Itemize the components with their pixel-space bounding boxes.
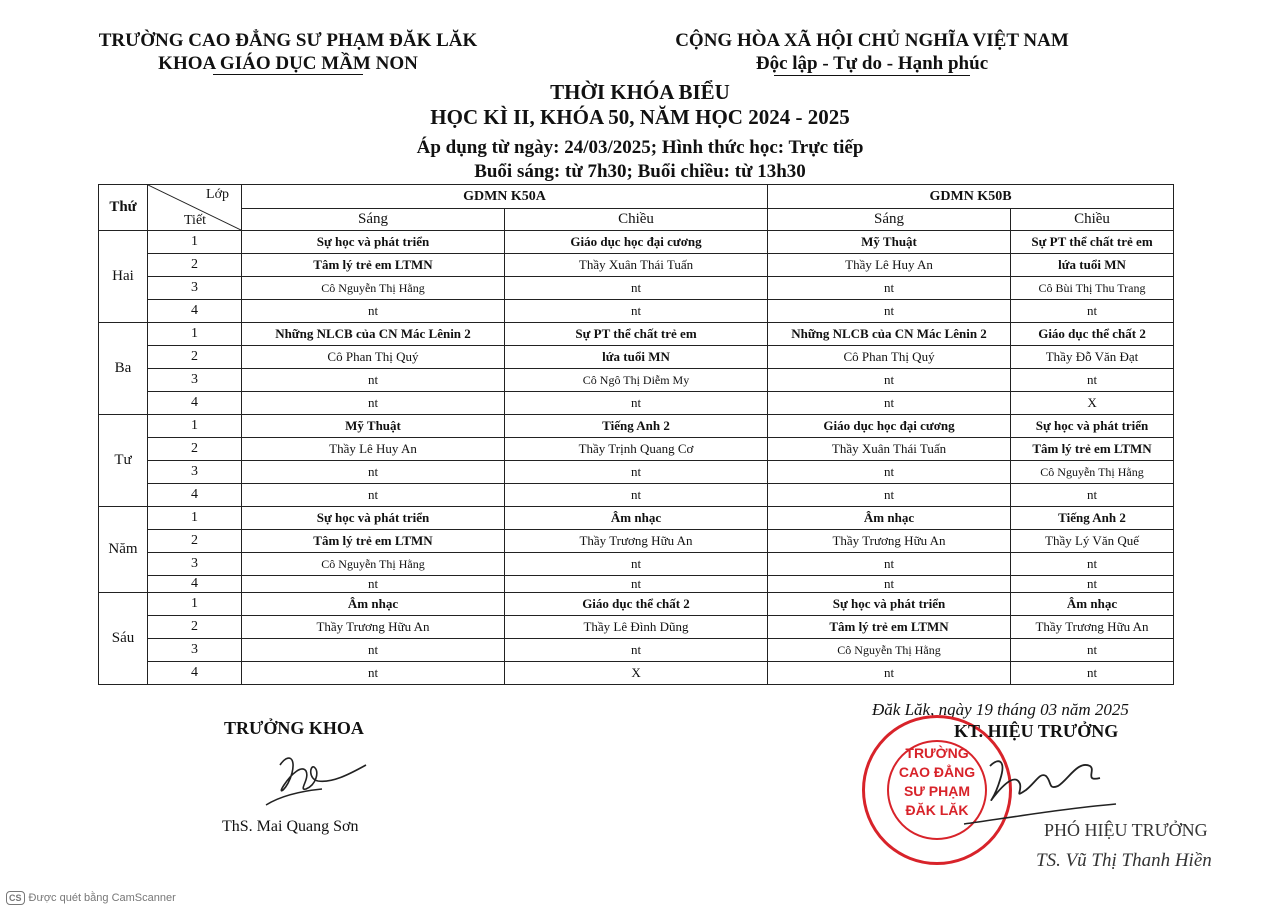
period-cell: 4 <box>148 662 242 685</box>
schedule-cell: nt <box>242 639 505 662</box>
schedule-cell: Thầy Lê Huy An <box>768 254 1011 277</box>
schedule-cell: Thầy Trương Hữu An <box>1011 616 1174 639</box>
sign-date: Đăk Lăk, ngày 19 tháng 03 năm 2025 <box>872 700 1129 719</box>
schedule-cell: nt <box>1011 662 1174 685</box>
period-cell: 3 <box>148 461 242 484</box>
table-row <box>99 346 1174 369</box>
doc-title: THỜI KHÓA BIỂU <box>550 80 730 104</box>
table-row <box>99 300 1174 323</box>
camscanner-watermark <box>6 891 176 905</box>
principal-subtitle: PHÓ HIỆU TRƯỞNG <box>1044 820 1208 840</box>
schedule-cell: Cô Ngô Thị Diễm My <box>505 369 768 392</box>
schedule-cell: X <box>505 662 768 685</box>
schedule-cell: nt <box>242 392 505 415</box>
period-cell: 2 <box>148 438 242 461</box>
period-cell: 3 <box>148 277 242 300</box>
doc-subtitle: HỌC KÌ II, KHÓA 50, NĂM HỌC 2024 - 2025 <box>430 105 850 129</box>
schedule-cell: Giáo dục thể chất 2 <box>505 593 768 616</box>
schedule-cell: nt <box>505 277 768 300</box>
seal-text-line: TRƯỜNG <box>905 745 969 761</box>
schedule-cell: nt <box>1011 553 1174 576</box>
schedule-cell: Thầy Lê Đình Dũng <box>505 616 768 639</box>
schedule-cell: Mỹ Thuật <box>768 231 1011 254</box>
period-cell: 2 <box>148 254 242 277</box>
schedule-cell: Sự học và phát triển <box>242 231 505 254</box>
schedule-cell: nt <box>242 662 505 685</box>
header-b-chieu: Chiều <box>1011 209 1174 231</box>
schedule-cell: Tâm lý trẻ em LTMN <box>242 530 505 553</box>
schedule-cell: nt <box>768 300 1011 323</box>
schedule-cell: Tâm lý trẻ em LTMN <box>1011 438 1174 461</box>
schedule-cell: Thầy Trương Hữu An <box>768 530 1011 553</box>
schedule-cell: nt <box>1011 369 1174 392</box>
day-cell: Sáu <box>99 593 148 685</box>
schedule-cell: Cô Nguyễn Thị Hằng <box>768 639 1011 662</box>
schedule-cell: Sự học và phát triển <box>242 507 505 530</box>
schedule-cell: Thầy Xuân Thái Tuấn <box>768 438 1011 461</box>
schedule-cell: nt <box>505 484 768 507</box>
table-row <box>99 576 1174 593</box>
schedule-cell: Cô Nguyễn Thị Hằng <box>242 277 505 300</box>
header-thu: Thứ <box>99 185 148 231</box>
day-cell: Ba <box>99 323 148 415</box>
schedule-cell: Giáo dục học đại cương <box>505 231 768 254</box>
schedule-cell: nt <box>768 277 1011 300</box>
schedule-cell: Tiếng Anh 2 <box>505 415 768 438</box>
schedule-cell: Giáo dục học đại cương <box>768 415 1011 438</box>
header-class-b: GDMN K50B <box>768 185 1174 209</box>
period-cell: 3 <box>148 369 242 392</box>
table-row <box>99 662 1174 685</box>
table-row <box>99 639 1174 662</box>
faculty-underline <box>213 74 363 75</box>
schedule-cell: Sự PT thể chất trẻ em <box>1011 231 1174 254</box>
apply-date-line: Áp dụng từ ngày: 24/03/2025; Hình thức học: Trực tiếp <box>416 137 864 158</box>
schedule-cell: lứa tuổi MN <box>1011 254 1174 277</box>
school-header <box>88 29 488 75</box>
table-row <box>99 553 1174 576</box>
schedule-cell: nt <box>1011 639 1174 662</box>
camscanner-logo-icon: CS <box>6 891 25 905</box>
dean-signature <box>262 745 372 815</box>
table-row <box>99 323 1174 346</box>
schedule-cell: Thầy Lý Văn Quế <box>1011 530 1174 553</box>
schedule-cell: Mỹ Thuật <box>242 415 505 438</box>
table-row <box>99 616 1174 639</box>
seal-text-line: ĐĂK LĂK <box>905 802 969 818</box>
table-row <box>99 415 1174 438</box>
schedule-cell: nt <box>242 461 505 484</box>
schedule-cell: Thầy Xuân Thái Tuấn <box>505 254 768 277</box>
schedule-cell: Sự học và phát triển <box>768 593 1011 616</box>
principal-title: KT. HIỆU TRƯỞNG <box>954 721 1119 741</box>
table-row <box>99 392 1174 415</box>
table-row <box>99 484 1174 507</box>
schedule-cell: nt <box>768 576 1011 593</box>
schedule-cell: X <box>1011 392 1174 415</box>
national-motto: Độc lập - Tự do - Hạnh phúc <box>755 53 989 74</box>
schedule-cell: Sự học và phát triển <box>1011 415 1174 438</box>
period-cell: 3 <box>148 553 242 576</box>
dean-title: TRƯỞNG KHOA <box>224 718 364 738</box>
period-cell: 2 <box>148 346 242 369</box>
schedule-cell: Cô Phan Thị Quý <box>768 346 1011 369</box>
dean-name: ThS. Mai Quang Sơn <box>222 818 359 835</box>
schedule-cell: nt <box>505 639 768 662</box>
schedule-cell: nt <box>768 461 1011 484</box>
header-lop: Lớp <box>206 187 229 202</box>
schedule-cell: nt <box>768 484 1011 507</box>
table-row <box>99 507 1174 530</box>
schedule-cell: Âm nhạc <box>1011 593 1174 616</box>
schedule-cell: nt <box>505 392 768 415</box>
schedule-cell: Cô Nguyễn Thị Hằng <box>1011 461 1174 484</box>
schedule-cell: Âm nhạc <box>768 507 1011 530</box>
schedule-cell: nt <box>505 553 768 576</box>
session-time-line: Buổi sáng: từ 7h30; Buổi chiều: từ 13h30 <box>474 161 806 182</box>
schedule-cell: nt <box>1011 300 1174 323</box>
day-cell: Năm <box>99 507 148 593</box>
table-row <box>99 461 1174 484</box>
period-cell: 4 <box>148 300 242 323</box>
camscanner-text: Được quét bằng CamScanner <box>28 892 176 904</box>
schedule-cell: nt <box>505 461 768 484</box>
principal-name: TS. Vũ Thị Thanh Hiền <box>1036 850 1212 871</box>
schedule-cell: nt <box>768 662 1011 685</box>
period-cell: 2 <box>148 530 242 553</box>
schedule-cell: nt <box>242 576 505 593</box>
timetable <box>98 184 1174 685</box>
schedule-cell: nt <box>768 392 1011 415</box>
period-cell: 3 <box>148 639 242 662</box>
schedule-cell: nt <box>768 553 1011 576</box>
period-cell: 1 <box>148 507 242 530</box>
period-cell: 1 <box>148 323 242 346</box>
header-a-sang: Sáng <box>242 209 505 231</box>
schedule-cell: Cô Phan Thị Quý <box>242 346 505 369</box>
period-cell: 4 <box>148 484 242 507</box>
national-name: CỘNG HÒA XÃ HỘI CHỦ NGHĨA VIỆT NAM <box>675 30 1069 51</box>
table-row <box>99 369 1174 392</box>
schedule-cell: nt <box>1011 576 1174 593</box>
motto-underline <box>774 75 970 76</box>
schedule-cell: Âm nhạc <box>242 593 505 616</box>
schedule-cell: Tiếng Anh 2 <box>1011 507 1174 530</box>
day-cell: Tư <box>99 415 148 507</box>
table-row <box>99 254 1174 277</box>
schedule-cell: Tâm lý trẻ em LTMN <box>768 616 1011 639</box>
table-row <box>99 593 1174 616</box>
period-cell: 1 <box>148 593 242 616</box>
header-b-sang: Sáng <box>768 209 1011 231</box>
schedule-cell: nt <box>505 300 768 323</box>
header-lop-tiet <box>148 185 242 231</box>
schedule-cell: Thầy Trịnh Quang Cơ <box>505 438 768 461</box>
schedule-cell: nt <box>1011 484 1174 507</box>
schedule-cell: Tâm lý trẻ em LTMN <box>242 254 505 277</box>
faculty-name: KHOA GIÁO DỤC MẦM NON <box>158 53 418 74</box>
schedule-cell: Cô Nguyễn Thị Hằng <box>242 553 505 576</box>
schedule-cell: lứa tuổi MN <box>505 346 768 369</box>
seal-text-line: SƯ PHẠM <box>903 783 971 799</box>
header-class-a: GDMN K50A <box>242 185 768 209</box>
day-cell: Hai <box>99 231 148 323</box>
schedule-cell: Thầy Đỗ Văn Đạt <box>1011 346 1174 369</box>
period-cell: 2 <box>148 616 242 639</box>
schedule-cell: Thầy Lê Huy An <box>242 438 505 461</box>
schedule-cell: Âm nhạc <box>505 507 768 530</box>
seal-text-line: CAO ĐẲNG <box>898 764 976 780</box>
table-row <box>99 438 1174 461</box>
schedule-cell: Những NLCB của CN Mác Lênin 2 <box>768 323 1011 346</box>
principal-signature <box>960 746 1120 826</box>
period-cell: 4 <box>148 576 242 593</box>
header-a-chieu: Chiều <box>505 209 768 231</box>
school-name: TRƯỜNG CAO ĐẲNG SƯ PHẠM ĐĂK LĂK <box>98 30 478 51</box>
schedule-cell: Sự PT thể chất trẻ em <box>505 323 768 346</box>
header-tiet: Tiết <box>184 213 207 228</box>
schedule-cell: Thầy Trương Hữu An <box>242 616 505 639</box>
national-header <box>670 29 1074 75</box>
schedule-cell: Cô Bùi Thị Thu Trang <box>1011 277 1174 300</box>
schedule-cell: nt <box>768 369 1011 392</box>
table-row <box>99 277 1174 300</box>
period-cell: 1 <box>148 231 242 254</box>
table-row <box>99 231 1174 254</box>
schedule-cell: nt <box>242 300 505 323</box>
table-row <box>99 530 1174 553</box>
schedule-cell: nt <box>242 369 505 392</box>
period-cell: 4 <box>148 392 242 415</box>
period-cell: 1 <box>148 415 242 438</box>
schedule-cell: Giáo dục thể chất 2 <box>1011 323 1174 346</box>
schedule-cell: nt <box>505 576 768 593</box>
schedule-cell: nt <box>242 484 505 507</box>
schedule-cell: Những NLCB của CN Mác Lênin 2 <box>242 323 505 346</box>
schedule-cell: Thầy Trương Hữu An <box>505 530 768 553</box>
